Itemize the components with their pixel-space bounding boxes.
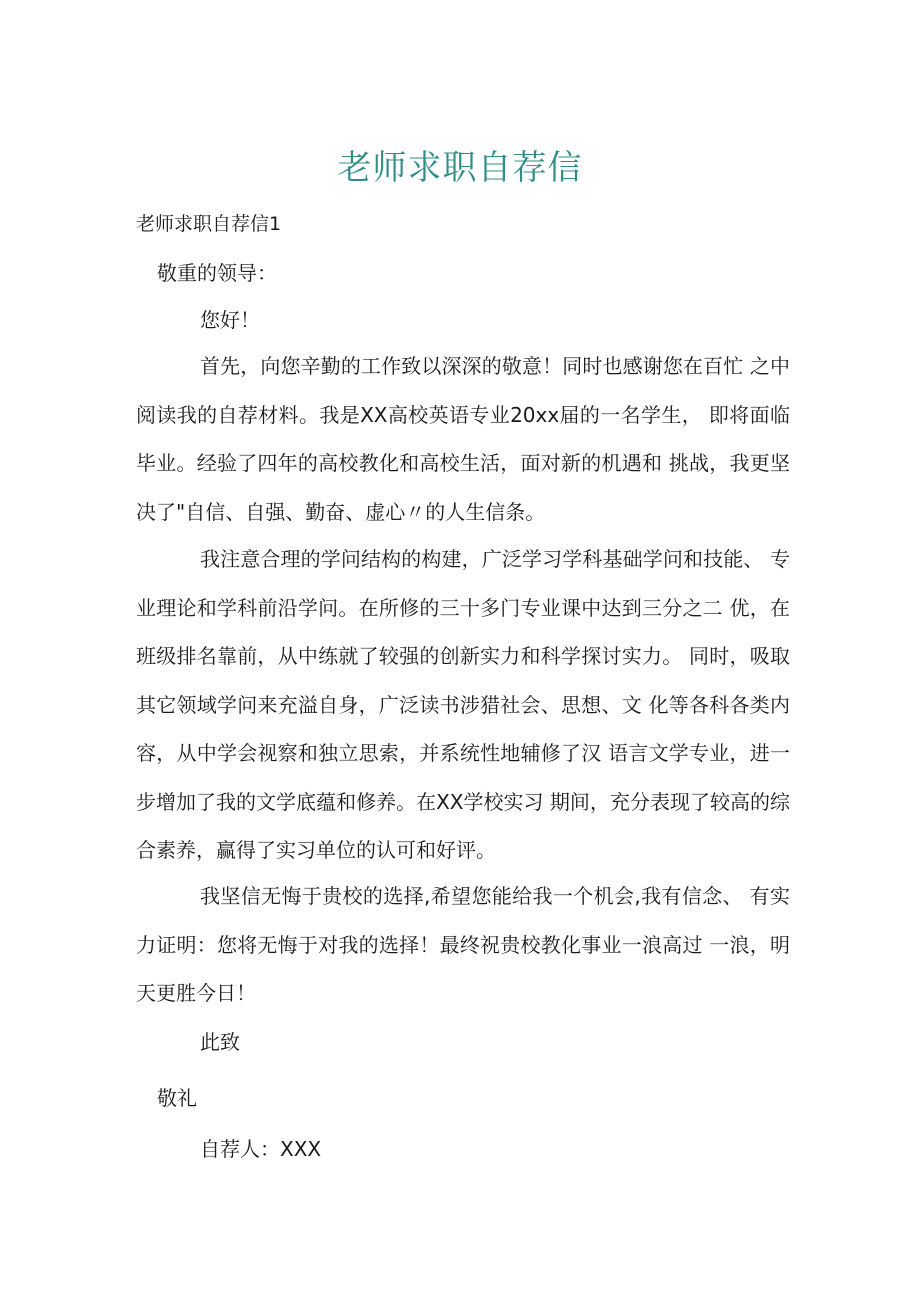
document-title: 老师求职自荐信 <box>337 148 583 188</box>
greeting: 您好！ <box>200 308 260 332</box>
signature: 自荐人：XXX <box>200 1137 322 1161</box>
closing-line-1: 此致 <box>200 1030 240 1054</box>
document-subtitle: 老师求职自荐信1 <box>136 213 282 235</box>
body-paragraph-1: 首先，向您辛勤的工作致以深深的敬意！同时也感谢您在百忙 之中阅读我的自荐材料。我是XX高校英语专业20xx届的一名学生， 即将面临毕业。经验了四年的高校教化和高校生活，面对新的机遇和 挑战，我更坚决了"自信、自强、勤奋、虚心〃的人生信条。 <box>136 354 790 524</box>
body-paragraph-2: 我注意合理的学问结构的构建，广泛学习学科基础学问和技能、 专业理论和学科前沿学问。在所修的三十多门专业课中达到三分之二 优，在班级排名靠前，从中练就了较强的创新实力和科学探讨实力。 同时，吸取其它领域学问来充溢自身，广泛读书涉猎社会、思想、文 化等各科各类内容，从中学会视察和独立思索，并系统性地辅修了汉 语言文学专业，进一步增加了我的文学底蕴和修养。在XX学校实习 期间，充分表现了较高的综合素养，赢得了实习单位的认可和好评。 <box>136 547 790 862</box>
closing-line-2: 敬礼 <box>157 1086 197 1110</box>
salutation: 敬重的领导： <box>157 261 277 285</box>
body-paragraph-3: 我坚信无悔于贵校的选择,希望您能给我一个机会,我有信念、 有实力证明：您将无悔于对我的选择！最终祝贵校教化事业一浪高过 一浪，明天更胜今日！ <box>136 884 790 1005</box>
